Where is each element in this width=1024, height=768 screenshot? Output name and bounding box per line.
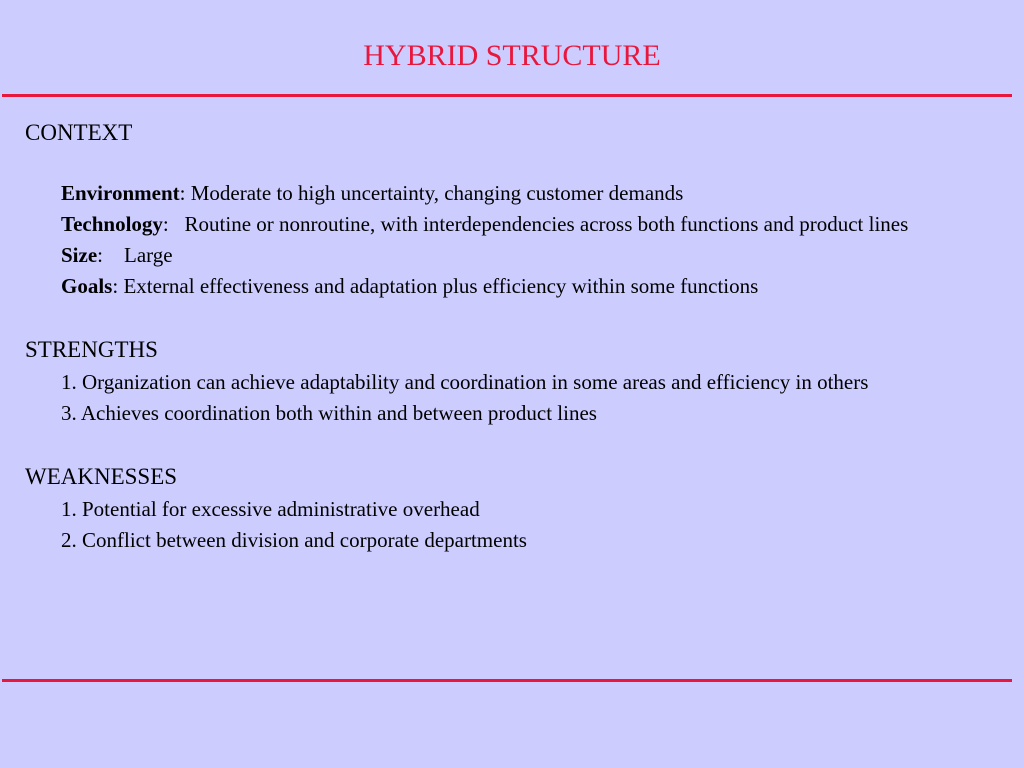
context-label-size: Size bbox=[61, 243, 98, 267]
top-divider bbox=[2, 94, 1012, 97]
strengths-list bbox=[25, 367, 1000, 429]
context-label-technology: Technology bbox=[61, 212, 163, 236]
slide-body bbox=[25, 116, 1000, 556]
context-item-technology bbox=[61, 209, 1000, 240]
spacer bbox=[25, 150, 1000, 178]
context-text-technology: Routine or nonroutine, with interdependencies across both functions and product lines bbox=[168, 212, 909, 236]
context-separator: : bbox=[179, 181, 186, 205]
context-heading: CONTEXT bbox=[25, 120, 133, 145]
strength-item: 3. Achieves coordination both within and between product lines bbox=[61, 401, 597, 425]
context-label-goals: Goals bbox=[61, 274, 113, 298]
context-item-environment bbox=[61, 178, 1000, 209]
context-item-size bbox=[61, 240, 1000, 271]
spacer bbox=[25, 302, 1000, 333]
context-item-goals bbox=[61, 271, 1000, 302]
bottom-divider bbox=[2, 679, 1012, 682]
strength-item: 1. Organization can achieve adaptability and coordination in some areas and efficiency in others bbox=[61, 370, 869, 394]
context-list bbox=[25, 178, 1000, 302]
weaknesses-heading: WEAKNESSES bbox=[25, 464, 178, 489]
context-separator: : bbox=[112, 274, 119, 298]
slide-title: HYBRID STRUCTURE bbox=[363, 39, 661, 72]
context-text-goals: External effectiveness and adaptation plus efficiency within some functions bbox=[118, 274, 759, 298]
weaknesses-list bbox=[25, 494, 1000, 556]
spacer bbox=[25, 429, 1000, 460]
strengths-heading: STRENGTHS bbox=[25, 337, 158, 362]
weakness-item: 2. Conflict between division and corporate departments bbox=[61, 528, 527, 552]
context-label-environment: Environment bbox=[61, 181, 180, 205]
context-separator: : bbox=[97, 243, 103, 267]
context-text-size: Large bbox=[103, 243, 173, 267]
context-text-environment: Moderate to high uncertainty, changing customer demands bbox=[185, 181, 684, 205]
weakness-item: 1. Potential for excessive administrative overhead bbox=[61, 497, 480, 521]
context-separator: : bbox=[162, 212, 169, 236]
